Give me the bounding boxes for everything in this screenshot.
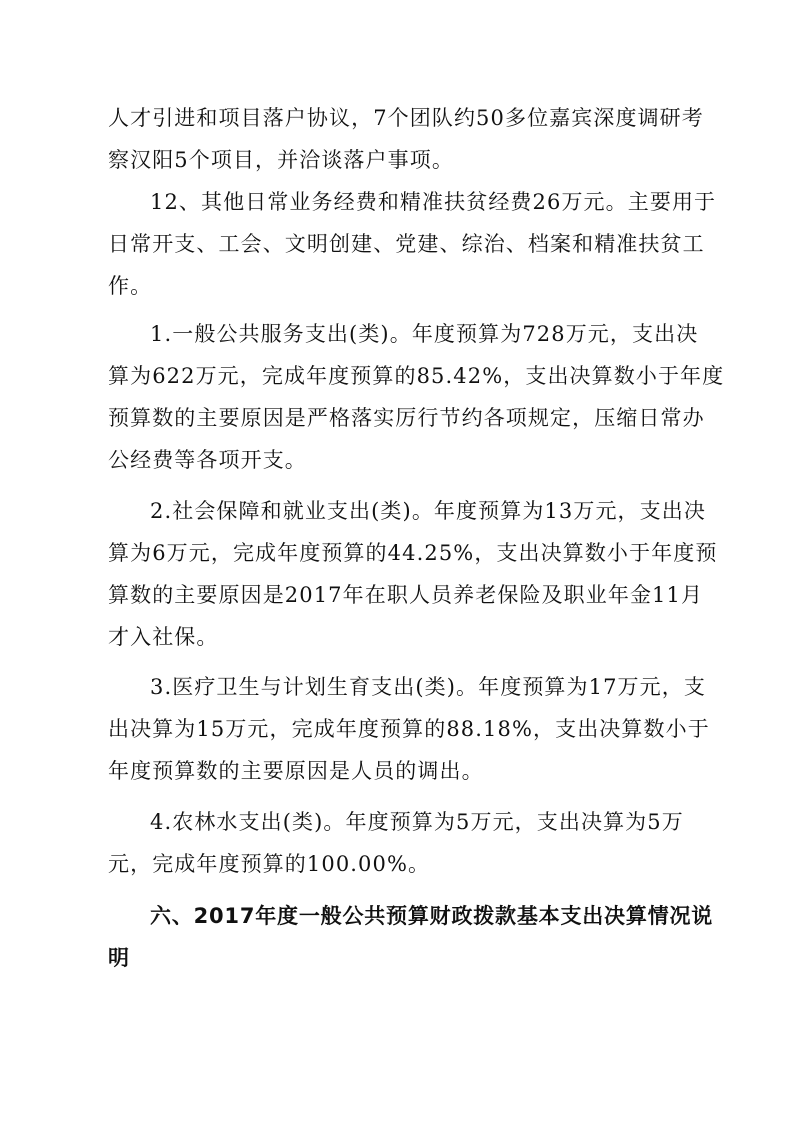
text-line: 12、其他日常业务经费和精准扶贫经费26万元。主要用于	[150, 190, 717, 214]
heading-line: 明	[108, 946, 130, 970]
text-line: 算为6万元，完成年度预算的44.25%，支出决算数小于年度预	[108, 541, 718, 565]
text-line: 3.医疗卫生与计划生育支出(类)。年度预算为17万元，支	[150, 675, 706, 699]
text-line: 才入社保。	[108, 625, 219, 649]
heading-line: 六、2017年度一般公共预算财政拨款基本支出决算情况说	[150, 904, 714, 928]
text-line: 1.一般公共服务支出(类)。年度预算为728万元，支出决	[150, 322, 699, 346]
text-line: 元，完成年度预算的100.00%。	[108, 852, 431, 876]
text-line: 作。	[108, 274, 153, 298]
text-line: 2.社会保障和就业支出(类)。年度预算为13万元，支出决	[150, 499, 706, 523]
text-line: 预算数的主要原因是严格落实厉行节约各项规定，压缩日常办	[108, 406, 705, 430]
text-line: 年度预算数的主要原因是人员的调出。	[108, 759, 484, 783]
text-line: 察汉阳5个项目，并洽谈落户事项。	[108, 148, 454, 172]
text-line: 公经费等各项开支。	[108, 448, 307, 472]
text-line: 日常开支、工会、文明创建、党建、综治、档案和精准扶贫工	[108, 232, 705, 256]
text-line: 4.农林水支出(类)。年度预算为5万元，支出决算为5万	[150, 810, 684, 834]
text-line: 算数的主要原因是2017年在职人员养老保险及职业年金11月	[108, 583, 704, 607]
text-line: 人才引进和项目落户协议，7个团队约50多位嘉宾深度调研考	[108, 106, 704, 130]
text-line: 算为622万元，完成年度预算的85.42%，支出决算数小于年度	[108, 364, 725, 388]
text-line: 出决算为15万元，完成年度预算的88.18%，支出决算数小于	[108, 717, 710, 741]
